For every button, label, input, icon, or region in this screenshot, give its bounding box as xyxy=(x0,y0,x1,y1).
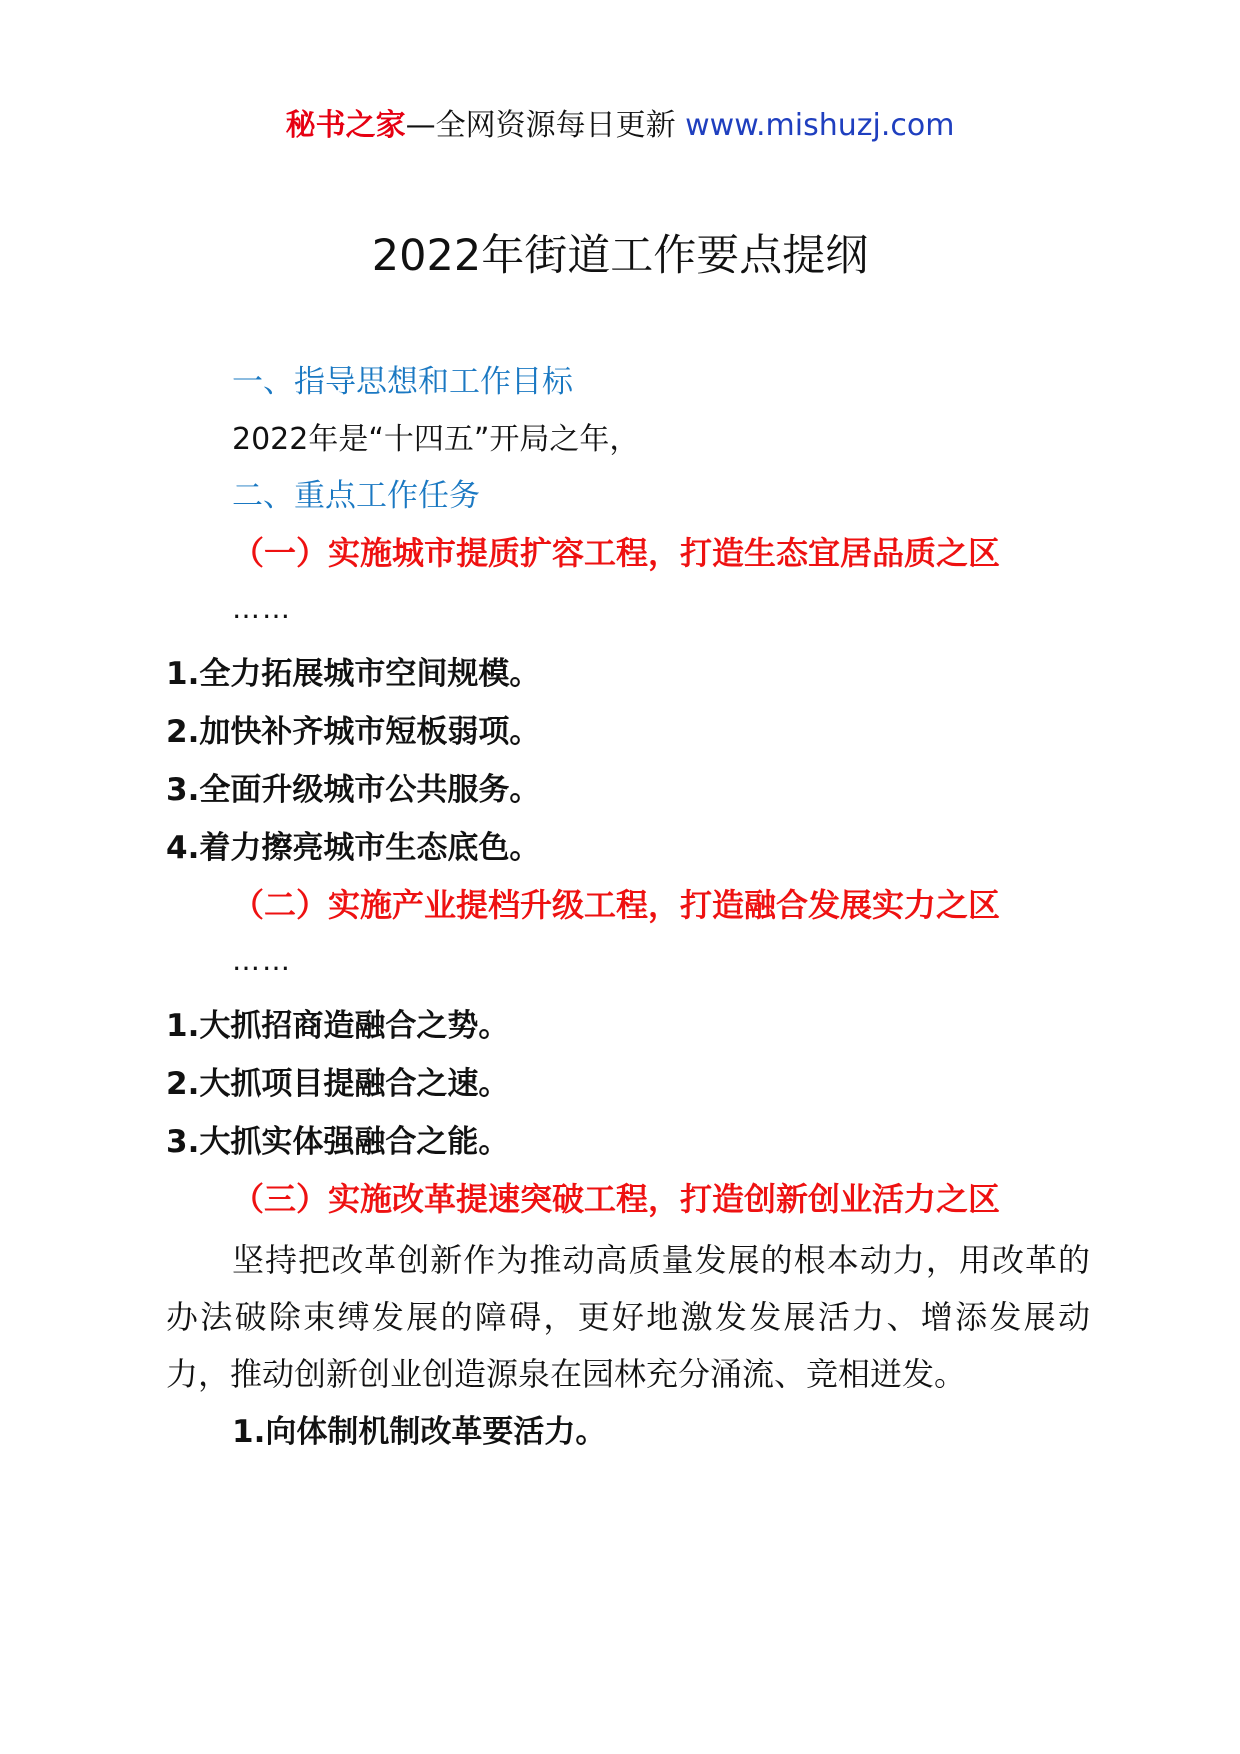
section-heading-2: 二、重点工作任务 xyxy=(232,478,480,514)
list-item: 2.加快补齐城市短板弱项。 xyxy=(166,714,541,750)
ellipsis: …… xyxy=(232,592,292,625)
list-item: 3.大抓实体强融合之能。 xyxy=(166,1124,510,1160)
list-item: 2.大抓项目提融合之速。 xyxy=(166,1066,510,1102)
list-item: 1.大抓招商造融合之势。 xyxy=(166,1008,510,1044)
header-tagline: —全网资源每日更新 xyxy=(405,108,686,143)
list-item: 3.全面升级城市公共服务。 xyxy=(166,772,541,808)
ellipsis: …… xyxy=(232,944,292,977)
subsection-heading-1: （一）实施城市提质扩容工程，打造生态宜居品质之区 xyxy=(232,534,1001,572)
section-heading-1: 一、指导思想和工作目标 xyxy=(232,364,573,400)
list-item: 1.向体制机制改革要活力。 xyxy=(232,1414,607,1450)
body-paragraph: 坚持把改革创新作为推动高质量发展的根本动力，用改革的办法破除束缚发展的障碍，更好地激发发展活力、增添发展动力，推动创新创业创造源泉在园林充分涌流、竞相迸发。 xyxy=(166,1241,1090,1393)
section-1-text: 2022年是“十四五”开局之年， xyxy=(232,422,640,457)
site-header xyxy=(0,100,1240,144)
subsection-heading-3: （三）实施改革提速突破工程，打造创新创业活力之区 xyxy=(232,1180,1001,1218)
site-url-link[interactable]: www.mishuzj.com xyxy=(685,108,955,143)
document-title: 2022年街道工作要点提纲 xyxy=(371,231,869,281)
subsection-heading-2: （二）实施产业提档升级工程，打造融合发展实力之区 xyxy=(232,886,1001,924)
list-item: 4.着力擦亮城市生态底色。 xyxy=(166,830,541,866)
list-item: 1.全力拓展城市空间规模。 xyxy=(166,656,541,692)
brand-name: 秘书之家 xyxy=(285,108,406,143)
